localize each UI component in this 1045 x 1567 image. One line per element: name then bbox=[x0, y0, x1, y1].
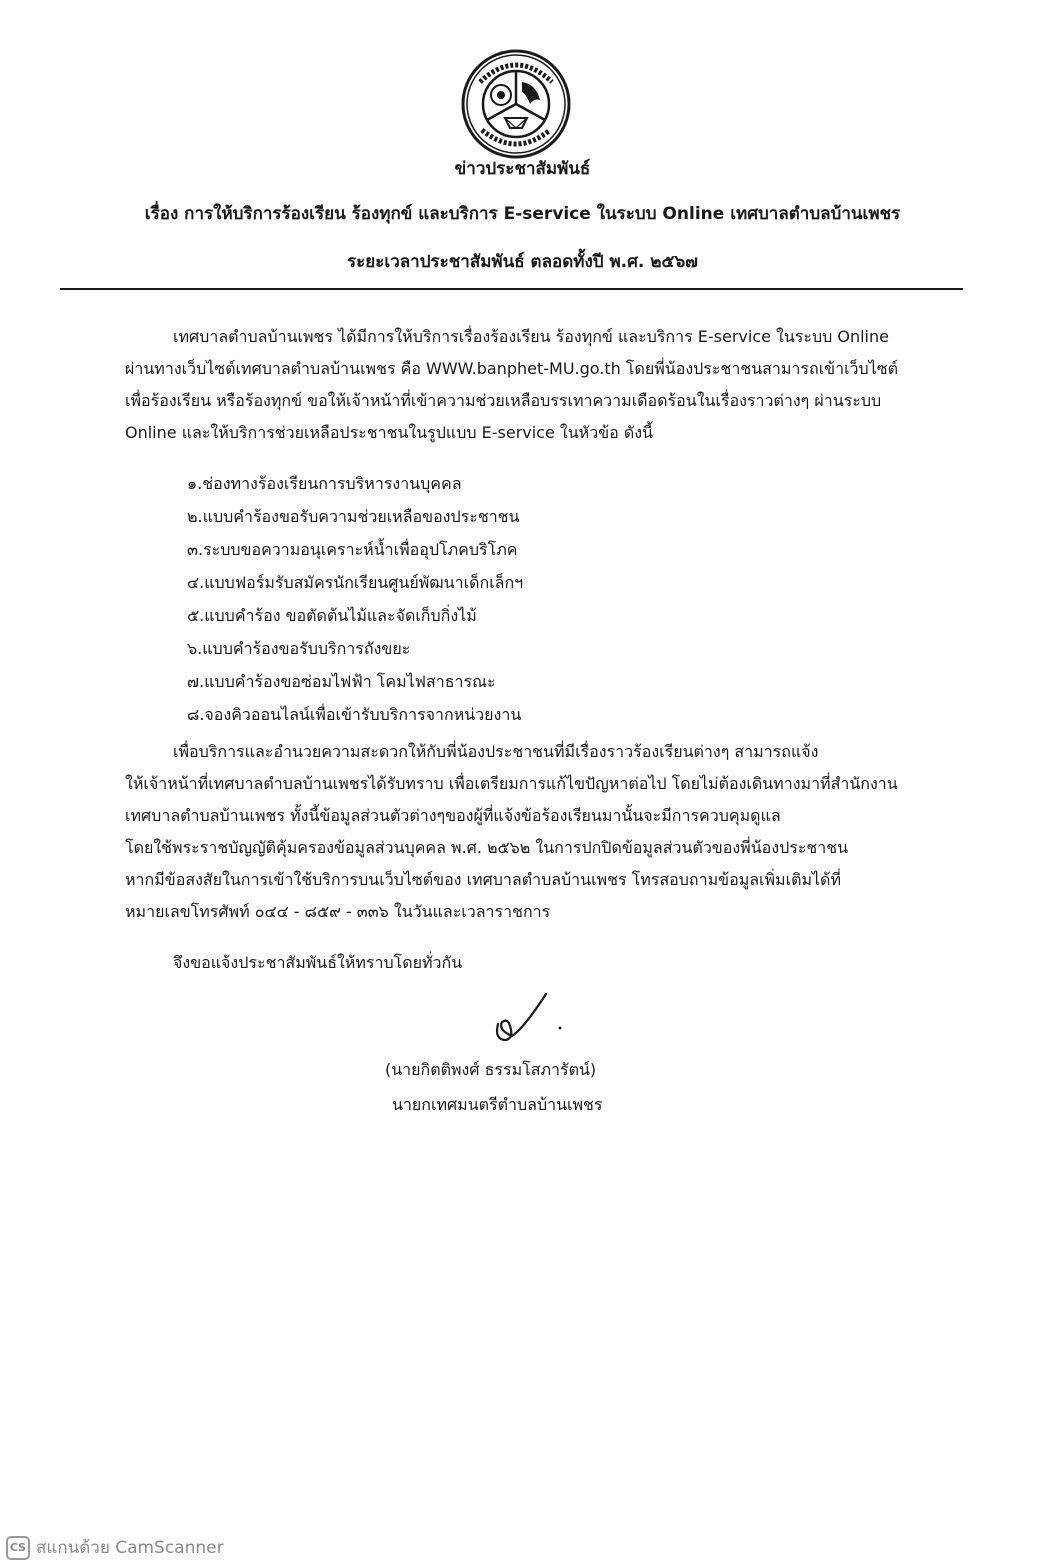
scanner-watermark bbox=[6, 1536, 224, 1560]
paragraph-line: หากมีข้อสงสัยในการเข้าใช้บริการบนเว็บไซต์ของ เทศบาลตำบลบ้านเพชร โทรสอบถามข้อมูลเพิ่มเติมได้ที่ bbox=[125, 870, 841, 889]
paragraph-line: เพื่อร้องเรียน หรือร้องทุกข์ ขอให้เจ้าหน้าที่เข้าความช่วยเหลือบรรเทาความเดือดร้อนในเรื่องราวต่างๆ ผ่านระบบ bbox=[125, 391, 882, 410]
document-subject: เรื่อง การให้บริการร้องเรียน ร้องทุกข์ และบริการ E-service ในระบบ Online เทศบาลตำบลบ้านเพชร bbox=[144, 204, 901, 224]
municipality-seal-logo bbox=[460, 48, 572, 160]
handwritten-signature bbox=[488, 990, 568, 1050]
paragraph-line: Online และให้บริการช่วยเหลือประชาชนในรูปแบบ E-service ในหัวข้อ ดังนี้ bbox=[125, 423, 653, 442]
service-list-item: ๒.แบบคำร้องขอรับความช่วยเหลือของประชาชน bbox=[187, 507, 520, 526]
watermark-text: สแกนด้วย CamScanner bbox=[36, 1538, 224, 1558]
camscanner-icon: CS bbox=[6, 1536, 30, 1560]
signatory-name: (นายกิตติพงศ์ ธรรมโสภารัตน์) bbox=[385, 1060, 597, 1079]
intro-paragraph bbox=[125, 321, 960, 449]
paragraph-line: เทศบาลตำบลบ้านเพชร ทั้งนี้ข้อมูลส่วนตัวต่างๆของผู้ที่แจ้งข้อร้องเรียนมานั้นจะมีการควบคุมดูแล bbox=[125, 806, 781, 825]
paragraph-line: เพื่อบริการและอำนวยความสะดวกให้กับพี่น้องประชาชนที่มีเรื่องราวร้องเรียนต่างๆ สามารถแจ้ง bbox=[173, 742, 819, 761]
body-paragraph bbox=[125, 736, 960, 928]
publicity-period: ระยะเวลาประชาสัมพันธ์ ตลอดทั้งปี พ.ศ. ๒๕๖๗ bbox=[347, 252, 698, 272]
service-list-item: ๕.แบบคำร้อง ขอตัดต้นไม้และจัดเก็บกิ่งไม้ bbox=[187, 606, 477, 625]
service-list-item: ๑.ช่องทางร้องเรียนการบริหารงานบุคคล bbox=[187, 474, 462, 493]
paragraph-line: ผ่านทางเว็บไซต์เทศบาลตำบลบ้านเพชร คือ WWW.banphet-MU.go.th โดยพี่น้องประชาชนสามารถเข้าเว็บไซต์ bbox=[125, 359, 898, 378]
signatory-position: นายกเทศมนตรีตำบลบ้านเพชร bbox=[392, 1095, 603, 1114]
service-list-item: ๘.จองคิวออนไลน์เพื่อเข้ารับบริการจากหน่วยงาน bbox=[187, 705, 522, 724]
paragraph-line: ให้เจ้าหน้าที่เทศบาลตำบลบ้านเพชรได้รับทราบ เพื่อเตรียมการแก้ไขปัญหาต่อไป โดยไม่ต้องเดินทางมาที่สำนักงาน bbox=[125, 774, 898, 793]
service-list bbox=[187, 467, 523, 731]
closing-statement: จึงขอแจ้งประชาสัมพันธ์ให้ทราบโดยทั่วกัน bbox=[173, 953, 463, 972]
paragraph-line: เทศบาลตำบลบ้านเพชร ได้มีการให้บริการเรื่องร้องเรียน ร้องทุกข์ และบริการ E-service ในระบบ Online bbox=[173, 327, 889, 346]
paragraph-line: หมายเลขโทรศัพท์ ๐๔๔ - ๘๕๙ - ๓๓๖ ในวันและเวลาราชการ bbox=[125, 902, 551, 921]
service-list-item: ๖.แบบคำร้องขอรับบริการถังขยะ bbox=[187, 639, 411, 658]
paragraph-line: โดยใช้พระราชบัญญัติคุ้มครองข้อมูลส่วนบุคคล พ.ศ. ๒๕๖๒ ในการปกปิดข้อมูลส่วนตัวของพี่น้องประชาชน bbox=[125, 838, 849, 857]
service-list-item: ๔.แบบฟอร์มรับสมัครนักเรียนศูนย์พัฒนาเด็กเล็กฯ bbox=[187, 573, 524, 592]
service-list-item: ๓.ระบบขอความอนุเคราะห์น้ำเพื่ออุปโภคบริโภค bbox=[187, 540, 518, 559]
document-title: ข่าวประชาสัมพันธ์ bbox=[454, 159, 591, 179]
heading-divider bbox=[60, 288, 963, 290]
service-list-item: ๗.แบบคำร้องขอซ่อมไฟฟ้า โคมไฟสาธารณะ bbox=[187, 672, 496, 691]
